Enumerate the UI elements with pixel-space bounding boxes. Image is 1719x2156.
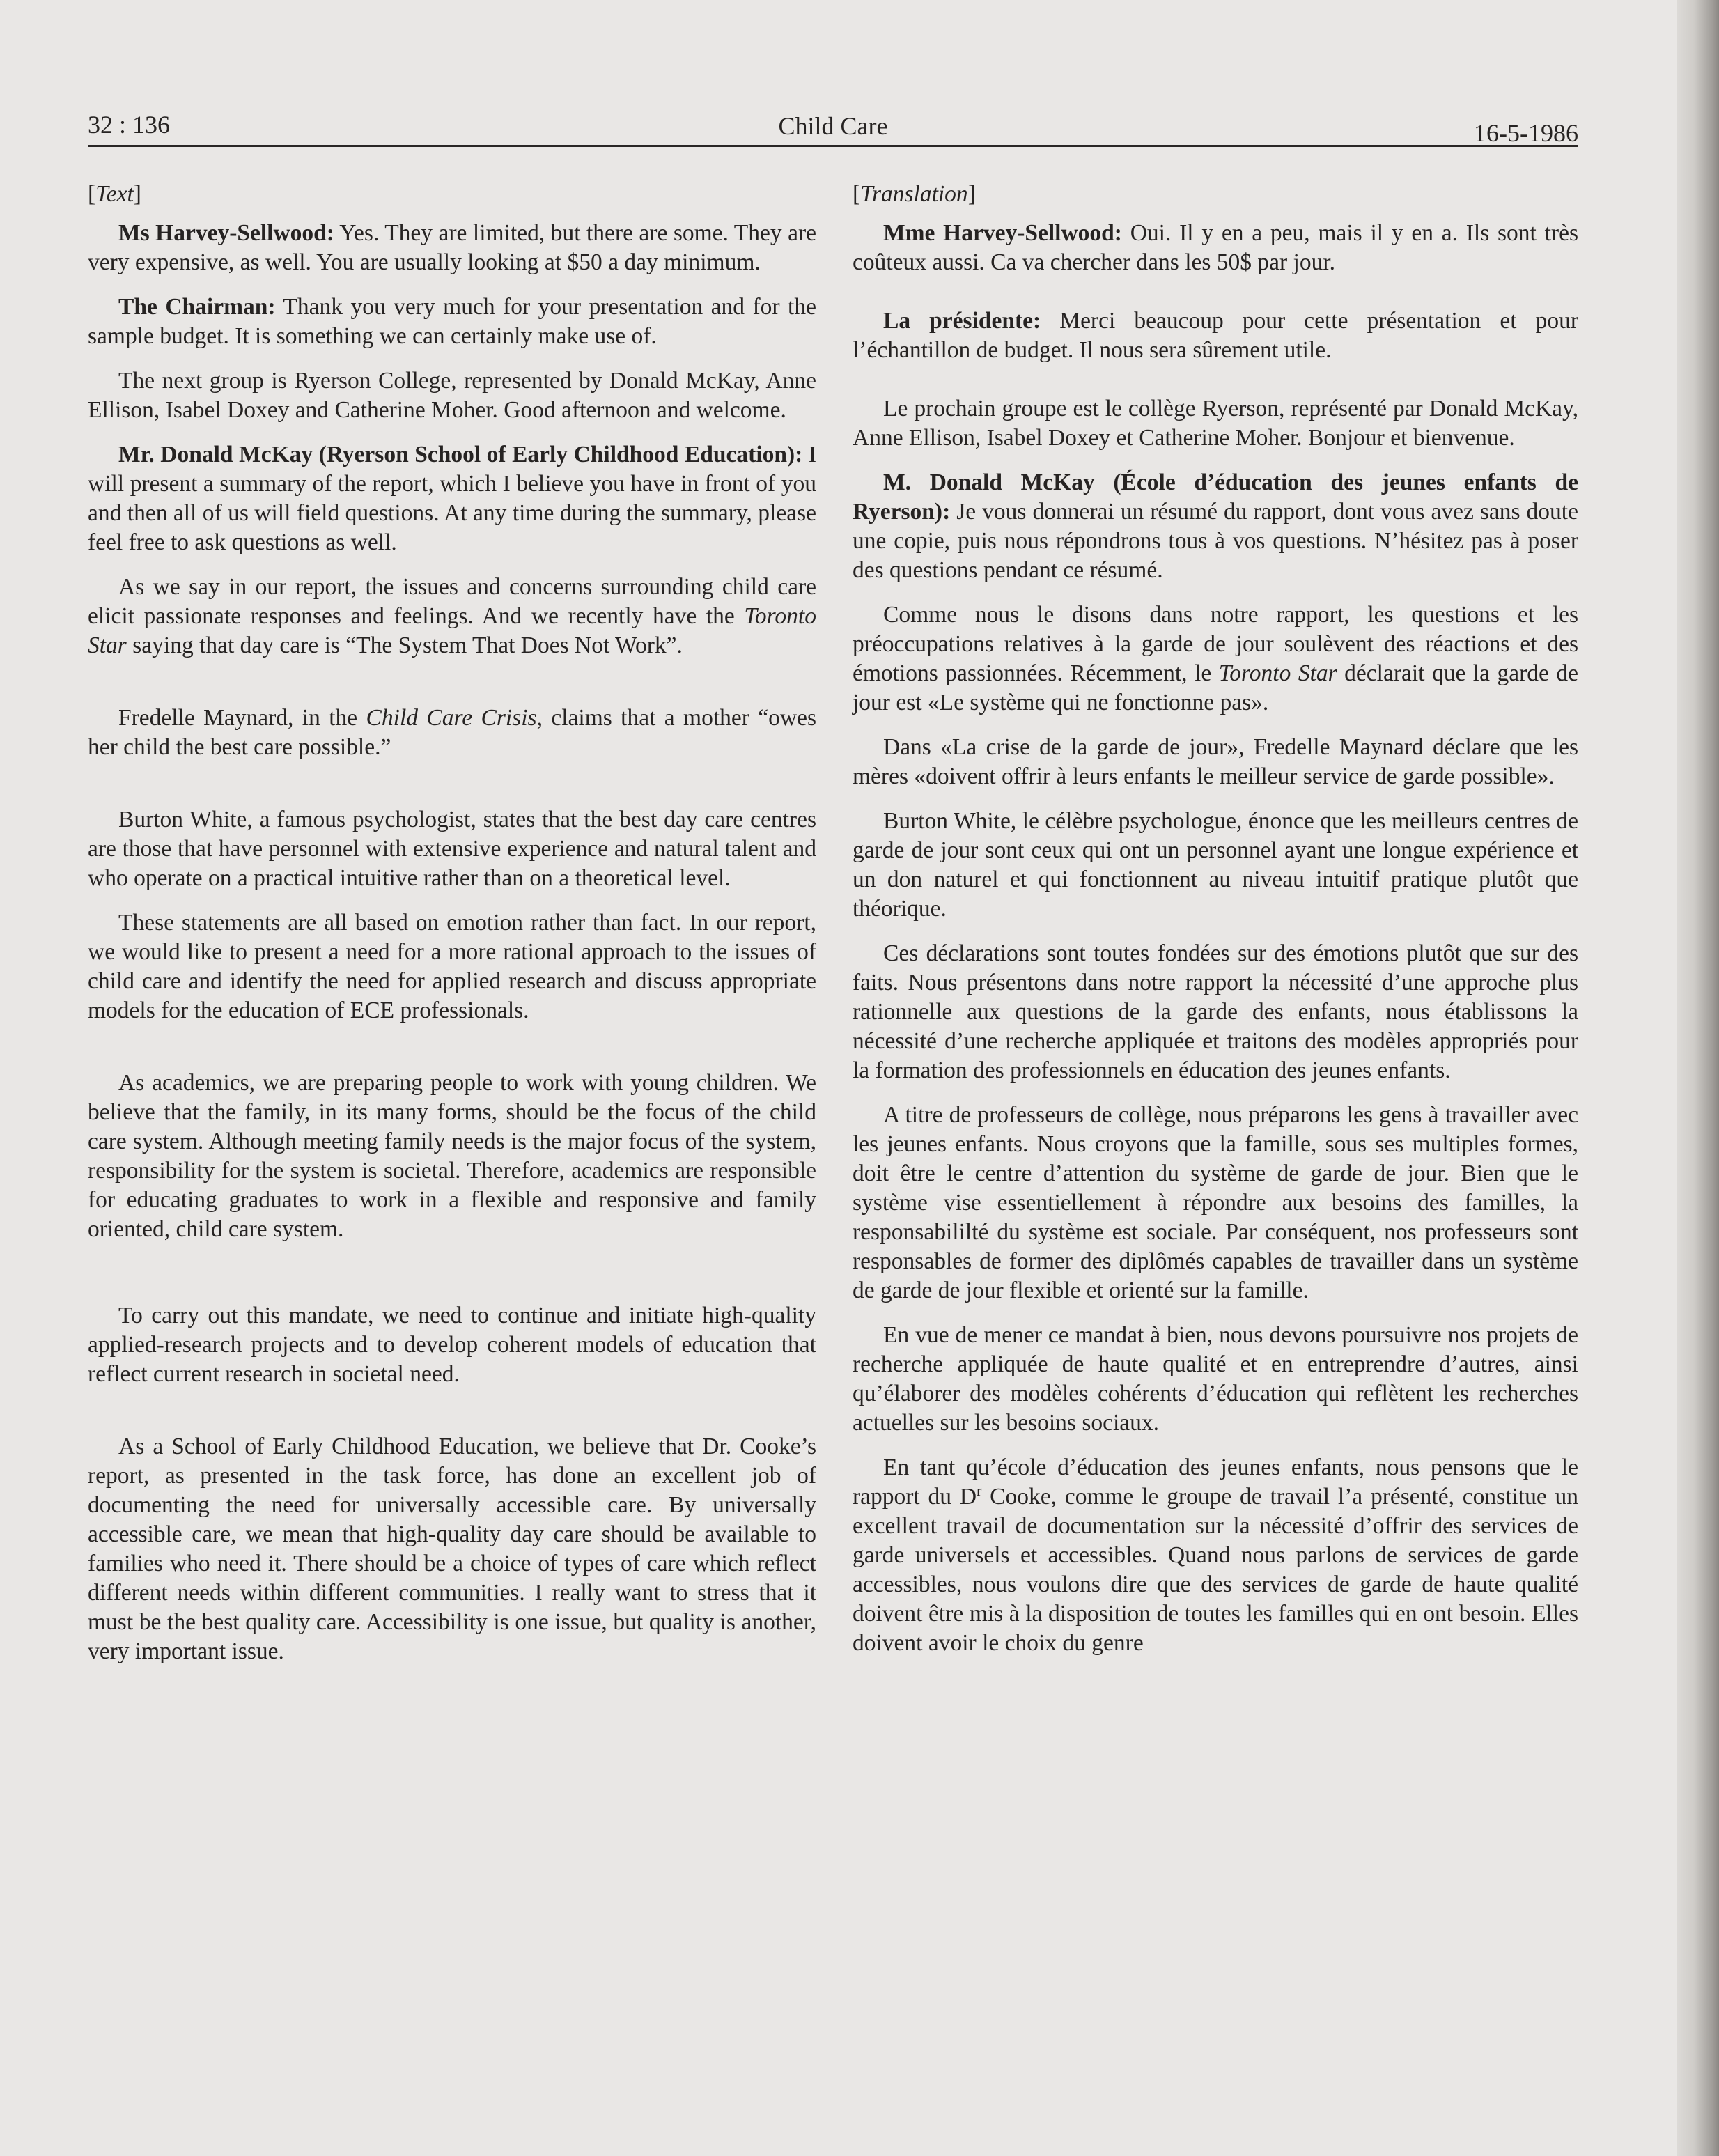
text-label: [Text]	[88, 181, 141, 207]
speaker-name: Mr. Donald McKay (Ryerson School of Early Childhood Education):	[118, 442, 803, 467]
paragraph: Ms Harvey-Sellwood: Yes. They are limited, but there are some. They are very expensive, as well. You are usually looking at $50 a day minimum.	[88, 220, 817, 275]
running-title: Child Care	[778, 112, 888, 140]
paragraph: As we say in our report, the issues and concerns surrounding child care elicit passionate responses and feelings. And we recently have the Toronto Star saying that day care is “The System That Does Not Work”.	[88, 574, 816, 658]
paragraph: Mr. Donald McKay (Ryerson School of Early Childhood Education): I will present a summary of the report, which I believe you have in front of you and then all of us will field questions. At any time during the summary, please feel free to ask questions as well.	[88, 442, 817, 555]
translation-label: [Translation]	[853, 181, 976, 207]
paragraph: Burton White, a famous psychologist, states that the best day care centres are those that have personnel with extensive experience and natural talent and who operate on a practical intuitive rather than on a theoretical level.	[88, 807, 816, 891]
speaker-name: La présidente:	[883, 308, 1041, 334]
speaker-name: Ms Harvey-Sellwood:	[118, 220, 334, 246]
english-column	[88, 180, 816, 1682]
paragraph: These statements are all based on emotion rather than fact. In our report, we would like to present a need for a more rational approach to the issues of child care and identify the need for applied research and discuss appropriate models for the education of ECE professionals.	[88, 910, 816, 1023]
paragraph: La présidente: Merci beaucoup pour cette présentation et pour l’échantillon de budget. Il nous sera sûrement utile.	[853, 308, 1578, 363]
header-rule	[88, 145, 1578, 147]
page-header	[88, 104, 1578, 146]
page-binding-shadow	[1677, 0, 1719, 2156]
paragraph: Le prochain groupe est le collège Ryerson, représenté par Donald McKay, Anne Ellison, Isabel Doxey et Catherine Moher. Bonjour et bienvenue.	[853, 396, 1578, 451]
paragraph: The next group is Ryerson College, represented by Donald McKay, Anne Ellison, Isabel Doxey and Catherine Moher. Good afternoon and welcome.	[88, 368, 816, 423]
header-date: 16-5-1986	[1474, 119, 1578, 147]
paragraph: En vue de mener ce mandat à bien, nous devons poursuivre nos projets de recherche appliquée de haute qualité et en entreprendre d’autres, ainsi qu’élaborer des modèles cohérents d’éducation qui reflètent les recherches actuelles sur les besoins sociaux.	[853, 1322, 1578, 1436]
french-column	[853, 180, 1578, 1673]
paragraph: Mme Harvey-Sellwood: Oui. Il y en a peu, mais il y en a. Ils sont très coûteux aussi. Ca va chercher dans les 50$ par jour.	[853, 220, 1578, 275]
page-number: 32 : 136	[88, 111, 171, 139]
paragraph: Comme nous le disons dans notre rapport, les questions et les préoccupations relatives à la garde de jour soulèvent des réactions et des émotions passionnées. Récemment, le Toronto Star déclarait que la garde de jour est «Le système qui ne fonctionne pas».	[853, 602, 1578, 715]
paragraph: Fredelle Maynard, in the Child Care Crisis, claims that a mother “owes her child the best care possible.”	[88, 705, 816, 760]
paragraph: A titre de professeurs de collège, nous préparons les gens à travailler avec les jeunes enfants. Nous croyons que la famille, sous ses multiples formes, doit être le centre d’attention du système de garde de jour. Bien que le système vise essentiellement à répondre aux besoins des familles, la responsabililté du système est sociale. Par conséquent, nos professeurs sont responsables de former des diplômés capables de travailler dans un système de garde de jour flexible et orienté sur la famille.	[853, 1102, 1578, 1303]
paragraph: To carry out this mandate, we need to continue and initiate high-quality applied-research projects and to develop coherent models of education that reflect current research in societal need.	[88, 1303, 816, 1387]
speaker-name: M. Donald McKay (École d’éducation des jeunes enfants de Ryerson):	[853, 470, 1578, 525]
paragraph: As a School of Early Childhood Education, we believe that Dr. Cooke’s report, as presented in the task force, has done an excellent job of documenting the need for universally accessible care. By universally accessible care, we mean that high-quality day care should be available to families who need it. There should be a choice of types of care which reflect different needs within different communities. I really want to stress that it must be the best quality care. Accessibility is one issue, but quality is another, very important issue.	[88, 1434, 816, 1664]
paragraph: The Chairman: Thank you very much for your presentation and for the sample budget. It is something we can certainly make use of.	[88, 294, 816, 349]
paragraph: M. Donald McKay (École d’éducation des jeunes enfants de Ryerson): Je vous donnerai un résumé du rapport, dont vous avez sans doute une copie, puis nous répondrons tous à vos questions. N’hésitez pas à poser des questions pendant ce résumé.	[853, 470, 1578, 583]
paragraph: Ces déclarations sont toutes fondées sur des émotions plutôt que sur des faits. Nous présentons dans notre rapport la nécessité d’une approche plus rationnelle aux questions de la garde des enfants, nous établissons la nécessité d’une recherche appliquée et traitons des modèles appropriés pour la formation des professionnels en éducation des jeunes enfants.	[853, 940, 1578, 1083]
paragraph: Burton White, le célèbre psychologue, énonce que les meilleurs centres de garde de jour sont ceux qui ont un personnel ayant une longue expérience et un don naturel et qui fonctionnent au niveau intuitif pratique plutôt que théorique.	[853, 808, 1578, 922]
paragraph: As academics, we are preparing people to work with young children. We believe that the family, in its many forms, should be the focus of the child care system. Although meeting family needs is the major focus of the system, responsibility for the system is societal. Therefore, academics are responsible for educating graduates to work in a flexible and responsive and family oriented, child care system.	[88, 1070, 816, 1242]
paragraph: En tant qu’école d’éducation des jeunes enfants, nous pensons que le rapport du $D^r$ Cooke, comme le groupe de travail l’a présenté, constitue un excellent travail de documentation sur la nécessité d’offrir des services de garde universels et accessibles. Quand nous parlons de services de garde accessibles, nous voulons dire que des services de garde de haute qualité doivent être mis à la disposition de toutes les familles qui en ont besoin. Elles doivent avoir le choix du genre	[853, 1455, 1578, 1656]
speaker-name: Mme Harvey-Sellwood:	[883, 220, 1122, 246]
paragraph: Dans «La crise de la garde de jour», Fredelle Maynard déclare que les mères «doivent offrir à leurs enfants le meilleur service de garde possible».	[853, 734, 1578, 789]
speaker-name: The Chairman:	[118, 294, 276, 320]
